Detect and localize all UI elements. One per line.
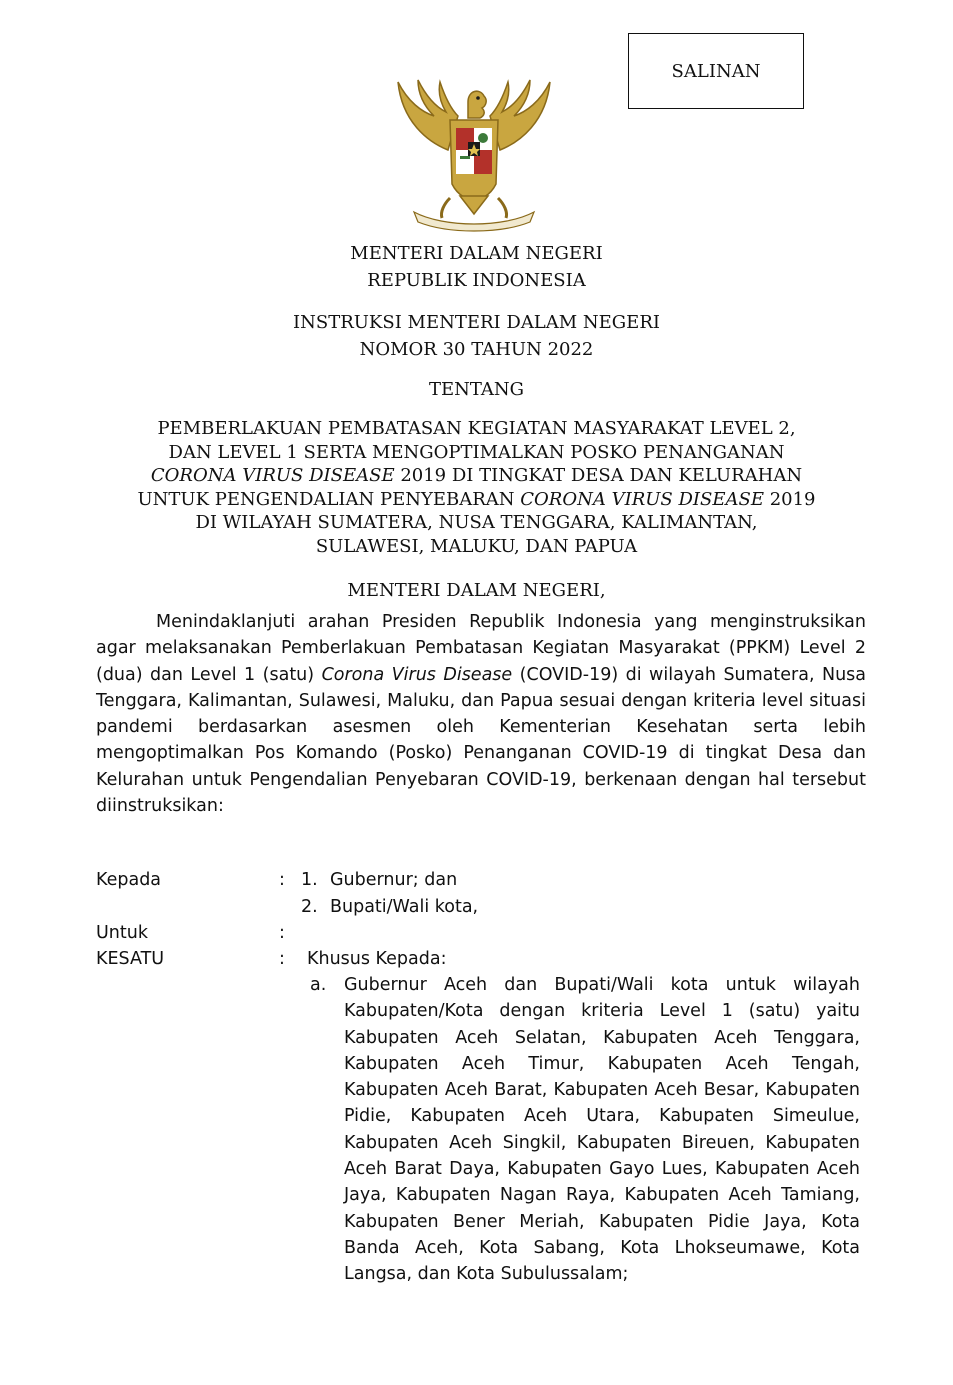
kesatu-colon: : bbox=[279, 949, 285, 969]
about-heading: TENTANG bbox=[428, 379, 525, 400]
kepada-item-1-text: Gubernur; dan bbox=[330, 870, 458, 890]
kesatu-item-a-text: Gubernur Aceh dan Bupati/Wali kota untuk wilayah Kabupaten/Kota dengan kriteria Level 1 (satu) yaitu Kabupaten Aceh Selatan, Kabupaten Aceh Tenggara, Kabupaten Aceh Timur, Kabupaten Aceh Tengah, Kabupaten Aceh Barat, Kabupaten Aceh Besar, Kabupaten Pidie, Kabupaten Aceh Utara, Kabupaten Simeulue, Kabupaten Aceh Singkil, Kabupaten Bireuen, Kabupaten Aceh Barat Daya, Kabupaten Gayo Lues, Kabupaten Aceh Jaya, Kabupaten Nagan Raya, Kabupaten Aceh Tamiang, Kabupaten Bener Meriah, Kabupaten Pidie Jaya, Kota Banda Aceh, Kota Sabang, Kota Lhokseumawe, Kota Langsa, dan Kota Subulussalam; bbox=[344, 975, 860, 1285]
ministry-line-2: REPUBLIK INDONESIA bbox=[367, 270, 586, 291]
untuk-label: Untuk bbox=[96, 923, 148, 943]
kepada-item-1-num: 1. bbox=[301, 870, 318, 890]
kesatu-item-a-marker: a. bbox=[310, 975, 327, 995]
kesatu-heading: Khusus Kepada: bbox=[307, 949, 447, 969]
preamble-paragraph bbox=[96, 609, 866, 819]
issuer-heading: MENTERI DALAM NEGERI, bbox=[347, 580, 606, 601]
untuk-colon: : bbox=[279, 923, 285, 943]
kepada-label: Kepada bbox=[96, 870, 162, 890]
title-line-3-italic: CORONA VIRUS DISEASE bbox=[150, 465, 395, 486]
kepada-colon: : bbox=[279, 870, 285, 890]
title-line-6: SULAWESI, MALUKU, DAN PAPUA bbox=[315, 535, 638, 557]
salinan-label: SALINAN bbox=[671, 60, 761, 82]
preamble-part-1: Menindaklanjuti arahan Presiden Republik Indonesia yang menginstruksikan agar melaksanakan Pemberlakuan Pembatasan Kegiatan Masyarakat (PPKM) Level 2 (dua) dan Level 1 (satu) bbox=[96, 612, 866, 685]
title-line-4-italic: CORONA VIRUS DISEASE bbox=[520, 488, 764, 510]
title-line-1: PEMBERLAKUAN PEMBATASAN KEGIATAN MASYARAKAT LEVEL 2, bbox=[157, 418, 796, 439]
preamble-part-2: (COVID-19) di wilayah Sumatera, Nusa Tenggara, Kalimantan, Sulawesi, Maluku, dan Papua sesuai dengan kriteria level situasi pandemi berdasarkan asesmen oleh Kementerian Kesehatan serta lebih mengoptimalkan Pos Komando (Posko) Penanganan COVID-19 di tingkat Desa dan Kelurahan untuk Pengendalian Penyebaran COVID-19, berkenaan dengan hal tersebut diinstruksikan: bbox=[96, 664, 866, 817]
document-number: NOMOR 30 TAHUN 2022 bbox=[359, 339, 594, 360]
salinan-stamp-box bbox=[628, 33, 804, 109]
kesatu-label: KESATU bbox=[96, 949, 165, 969]
kepada-item-2-num: 2. bbox=[301, 897, 318, 917]
title-line-5: DI WILAYAH SUMATERA, NUSA TENGGARA, KALIMANTAN, bbox=[195, 512, 758, 533]
document-type: INSTRUKSI MENTERI DALAM NEGERI bbox=[293, 312, 660, 333]
garuda-emblem-icon bbox=[388, 72, 560, 232]
preamble-italic: Corona Virus Disease bbox=[321, 664, 513, 685]
document-title bbox=[0, 417, 953, 558]
title-line-4 bbox=[0, 488, 953, 512]
kepada-item-2-text: Bupati/Wali kota, bbox=[330, 897, 479, 917]
ministry-heading bbox=[0, 240, 953, 294]
title-line-4-post: 2019 bbox=[763, 488, 816, 510]
title-line-4-pre: UNTUK PENGENDALIAN PENYEBARAN bbox=[137, 488, 521, 510]
document-type-heading bbox=[0, 309, 953, 363]
title-line-3-rest: 2019 DI TINGKAT DESA DAN KELURAHAN bbox=[394, 465, 803, 486]
ministry-line-1: MENTERI DALAM NEGERI bbox=[350, 243, 603, 264]
title-line-2: DAN LEVEL 1 SERTA MENGOPTIMALKAN POSKO PENANGANAN bbox=[168, 441, 785, 463]
title-line-3 bbox=[0, 464, 953, 488]
